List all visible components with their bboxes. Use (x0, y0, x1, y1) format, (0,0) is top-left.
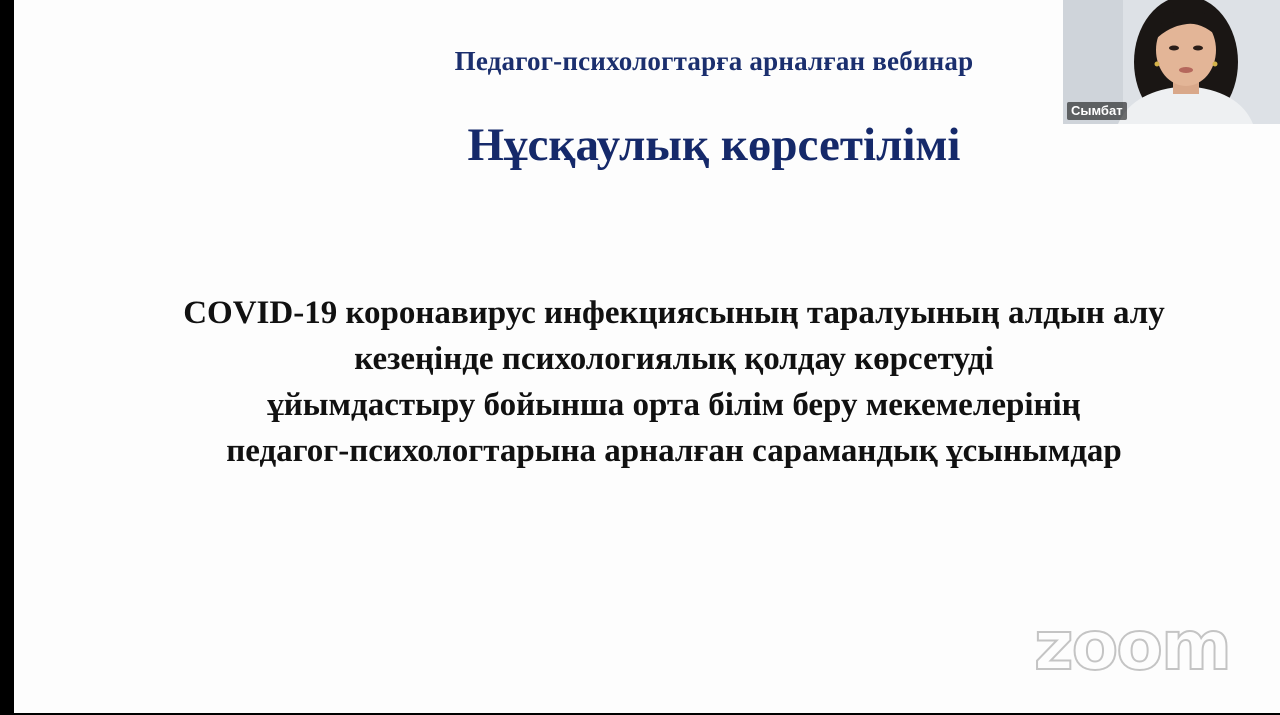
slide-body-line: ұйымдастыру бойынша орта білім беру мекемелерінің (267, 387, 1081, 423)
slide-body-line: педагог-психологтарына арналған сарамандық ұсынымдар (226, 433, 1122, 469)
slide-body-line: кезеңінде психологиялық қолдау көрсетуді (354, 341, 994, 377)
slide-subtitle: Педагог-психологтарға арналған вебинар (454, 46, 974, 76)
slide-body-line: COVID-19 коронавирус инфекциясының таралуының алдын алу (183, 295, 1165, 331)
participant-video-tile[interactable] (1063, 0, 1280, 124)
slide-title: Нұсқаулық көрсетілімі (467, 119, 961, 171)
slide-body (114, 290, 1234, 474)
zoom-watermark-logo: zoom (1034, 607, 1230, 686)
participant-name-label: Сымбат (1067, 102, 1127, 120)
